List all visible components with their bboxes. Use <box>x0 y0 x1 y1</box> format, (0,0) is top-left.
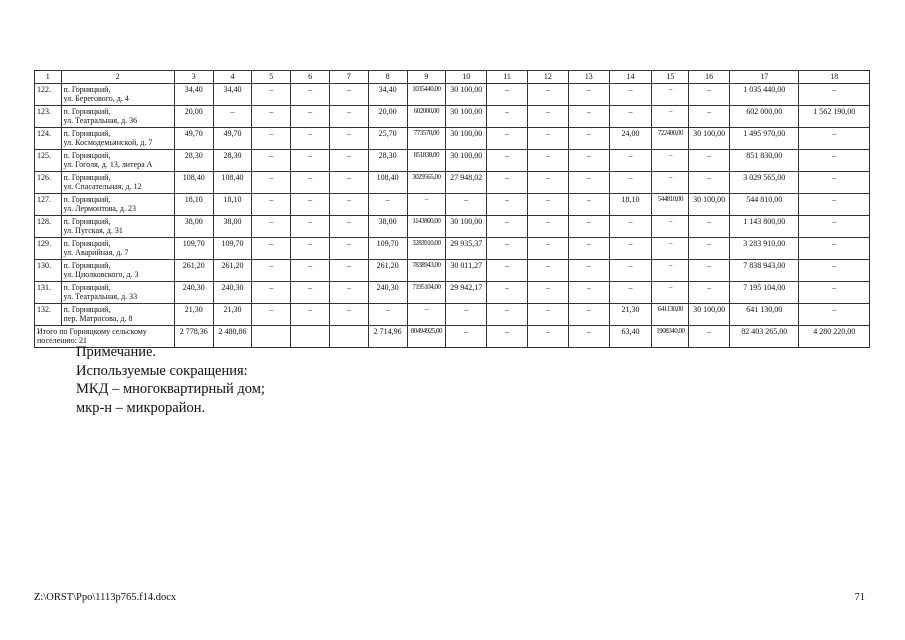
total-value-cell: 2 714,96 <box>368 325 407 347</box>
value-cell: – <box>252 171 291 193</box>
value-cell: – <box>329 215 368 237</box>
address-line: ул. Театральная, д. 36 <box>63 116 138 125</box>
value-cell: – <box>368 193 407 215</box>
value-cell: – <box>799 193 870 215</box>
table-row <box>35 83 870 105</box>
total-label-line: поселению: 21 <box>37 336 87 345</box>
table-row <box>35 127 870 149</box>
value-cell: 30 100,00 <box>446 105 487 127</box>
table-row <box>35 237 870 259</box>
value-cell: – <box>329 127 368 149</box>
column-number: 12 <box>527 71 568 84</box>
column-number: 1 <box>35 71 62 84</box>
address-cell <box>61 127 174 149</box>
address-cell <box>61 193 174 215</box>
value-cell: 261,20 <box>368 259 407 281</box>
value-cell: – <box>329 237 368 259</box>
value-cell: 1 143 800,00 <box>730 215 799 237</box>
value-cell: – <box>799 83 870 105</box>
address-line: п. Горняцкий, <box>63 84 111 94</box>
value-cell: – <box>329 171 368 193</box>
value-cell: – <box>799 281 870 303</box>
column-number: 3 <box>174 71 213 84</box>
value-cell: – <box>652 259 689 281</box>
value-cell: 544 810,00 <box>730 193 799 215</box>
value-cell: – <box>568 193 609 215</box>
value-cell: 1035440,00 <box>407 83 446 105</box>
value-cell: 38,00 <box>174 215 213 237</box>
column-number: 2 <box>61 71 174 84</box>
address-line: пер. Матросова, д. 8 <box>63 314 133 323</box>
value-cell: 261,20 <box>174 259 213 281</box>
value-cell: 28,30 <box>213 149 252 171</box>
value-cell: – <box>609 237 652 259</box>
value-cell: 1143800,00 <box>407 215 446 237</box>
value-cell: 29 935,37 <box>446 237 487 259</box>
value-cell: 30 100,00 <box>689 193 730 215</box>
value-cell: – <box>291 281 330 303</box>
address-line: п. Горняцкий, <box>63 216 111 226</box>
column-number: 7 <box>329 71 368 84</box>
value-cell: 722400,00 <box>652 127 689 149</box>
value-cell: – <box>527 171 568 193</box>
value-cell: – <box>609 83 652 105</box>
note-line: мкр-н – микрорайон. <box>76 399 206 416</box>
table-row <box>35 105 870 127</box>
address-line: ул. Циолковского, д. 3 <box>63 270 139 279</box>
row-number: 125. <box>35 149 62 171</box>
value-cell: – <box>568 237 609 259</box>
value-cell: – <box>487 193 528 215</box>
value-cell: 240,30 <box>368 281 407 303</box>
value-cell: – <box>252 237 291 259</box>
address-cell <box>61 303 174 325</box>
total-value-cell: 2 778,36 <box>174 325 213 347</box>
value-cell: – <box>252 259 291 281</box>
value-cell: – <box>487 215 528 237</box>
address-line: п. Горняцкий, <box>63 150 111 160</box>
table-row <box>35 303 870 325</box>
value-cell: – <box>291 105 330 127</box>
value-cell: – <box>407 303 446 325</box>
address-line: ул. Лермонтова, д. 23 <box>63 204 136 213</box>
total-value-cell <box>291 325 330 347</box>
value-cell: 1 495 970,00 <box>730 127 799 149</box>
table-row <box>35 171 870 193</box>
value-cell: 109,70 <box>174 237 213 259</box>
value-cell: 38,00 <box>213 215 252 237</box>
value-cell: – <box>291 259 330 281</box>
value-cell: – <box>652 171 689 193</box>
value-cell: 240,30 <box>213 281 252 303</box>
value-cell: – <box>609 281 652 303</box>
value-cell: – <box>487 149 528 171</box>
value-cell: – <box>252 149 291 171</box>
value-cell: – <box>689 259 730 281</box>
value-cell: – <box>291 303 330 325</box>
value-cell: – <box>689 83 730 105</box>
page-number: 71 <box>854 592 865 603</box>
value-cell: 38,00 <box>368 215 407 237</box>
value-cell: 34,40 <box>368 83 407 105</box>
value-cell: – <box>799 237 870 259</box>
value-cell: 3283910,00 <box>407 237 446 259</box>
value-cell: – <box>329 193 368 215</box>
value-cell: 18,10 <box>174 193 213 215</box>
value-cell: – <box>329 105 368 127</box>
total-value-cell: – <box>568 325 609 347</box>
column-number: 14 <box>609 71 652 84</box>
value-cell: 24,00 <box>609 127 652 149</box>
value-cell: 3 029 565,00 <box>730 171 799 193</box>
address-line: ул. Аварийная, д. 7 <box>63 248 129 257</box>
value-cell: 7 838 943,00 <box>730 259 799 281</box>
row-number: 132. <box>35 303 62 325</box>
row-number: 127. <box>35 193 62 215</box>
table-row <box>35 281 870 303</box>
note-block <box>76 343 265 417</box>
value-cell: – <box>527 127 568 149</box>
value-cell: 20,00 <box>368 105 407 127</box>
total-value-cell: – <box>689 325 730 347</box>
value-cell: – <box>799 303 870 325</box>
value-cell: – <box>252 193 291 215</box>
value-cell: – <box>329 281 368 303</box>
address-line: п. Горняцкий, <box>63 172 111 182</box>
value-cell: 49,70 <box>174 127 213 149</box>
value-cell: – <box>527 237 568 259</box>
value-cell: 29 942,17 <box>446 281 487 303</box>
data-table <box>34 70 870 348</box>
value-cell: – <box>446 193 487 215</box>
value-cell: 28,30 <box>174 149 213 171</box>
value-cell: – <box>291 149 330 171</box>
value-cell: 641130,00 <box>652 303 689 325</box>
value-cell: – <box>652 149 689 171</box>
value-cell: – <box>568 105 609 127</box>
total-value-cell: 2 480,86 <box>213 325 252 347</box>
value-cell: – <box>689 237 730 259</box>
value-cell: – <box>652 281 689 303</box>
value-cell: 3029565,00 <box>407 171 446 193</box>
value-cell: – <box>527 83 568 105</box>
address-line: ул. Космодемьянской, д. 7 <box>63 138 153 147</box>
value-cell: – <box>689 105 730 127</box>
address-line: ул. Спасательная, д. 12 <box>63 182 142 191</box>
value-cell: 3 283 910,00 <box>730 237 799 259</box>
value-cell: – <box>609 259 652 281</box>
value-cell: – <box>799 215 870 237</box>
value-cell: 30 100,00 <box>446 83 487 105</box>
value-cell: – <box>487 171 528 193</box>
address-cell <box>61 215 174 237</box>
value-cell: – <box>568 303 609 325</box>
file-path: Z:\ORST\Ppo\1113p765.f14.docx <box>34 592 177 603</box>
value-cell: 27 948,02 <box>446 171 487 193</box>
address-cell <box>61 149 174 171</box>
address-cell <box>61 171 174 193</box>
value-cell: – <box>252 281 291 303</box>
total-value-cell: – <box>487 325 528 347</box>
value-cell: – <box>527 259 568 281</box>
value-cell: – <box>291 83 330 105</box>
value-cell: – <box>689 149 730 171</box>
value-cell: 21,30 <box>609 303 652 325</box>
table-row <box>35 193 870 215</box>
value-cell: – <box>799 127 870 149</box>
address-line: п. Горняцкий, <box>63 106 111 116</box>
column-number: 18 <box>799 71 870 84</box>
table-header-row <box>35 71 870 84</box>
value-cell: – <box>252 83 291 105</box>
value-cell: 109,70 <box>213 237 252 259</box>
value-cell: 30 100,00 <box>446 127 487 149</box>
total-value-cell: 63,40 <box>609 325 652 347</box>
value-cell: – <box>689 281 730 303</box>
value-cell: – <box>291 171 330 193</box>
column-number: 17 <box>730 71 799 84</box>
address-line: ул. Театральная, д. 33 <box>63 292 138 301</box>
value-cell: – <box>291 127 330 149</box>
value-cell: – <box>652 83 689 105</box>
value-cell: – <box>527 215 568 237</box>
column-number: 9 <box>407 71 446 84</box>
total-label-line: Итого по Горняцкому сельскому <box>37 326 147 336</box>
value-cell: – <box>291 215 330 237</box>
value-cell: – <box>689 171 730 193</box>
value-cell: – <box>799 259 870 281</box>
value-cell: – <box>527 105 568 127</box>
value-cell: – <box>487 105 528 127</box>
value-cell: – <box>568 259 609 281</box>
total-value-cell <box>329 325 368 347</box>
value-cell: – <box>689 215 730 237</box>
address-cell <box>61 281 174 303</box>
value-cell: – <box>291 193 330 215</box>
value-cell: 773570,00 <box>407 127 446 149</box>
value-cell: 30 011,27 <box>446 259 487 281</box>
value-cell: 7195104,00 <box>407 281 446 303</box>
value-cell: 30 100,00 <box>689 303 730 325</box>
total-value-cell: – <box>446 325 487 347</box>
value-cell: 30 100,00 <box>446 149 487 171</box>
value-cell: – <box>527 193 568 215</box>
value-cell: 602000,00 <box>407 105 446 127</box>
column-number: 5 <box>252 71 291 84</box>
address-line: п. Горняцкий, <box>63 194 111 204</box>
row-number: 131. <box>35 281 62 303</box>
column-number: 10 <box>446 71 487 84</box>
value-cell: – <box>252 127 291 149</box>
value-cell: – <box>568 83 609 105</box>
address-line: п. Горняцкий, <box>63 128 111 138</box>
total-value-cell: 80494925,00 <box>407 325 446 347</box>
value-cell: – <box>487 127 528 149</box>
value-cell: 30 100,00 <box>446 215 487 237</box>
value-cell: 641 130,00 <box>730 303 799 325</box>
table-row <box>35 149 870 171</box>
total-value-cell: – <box>527 325 568 347</box>
value-cell: – <box>252 215 291 237</box>
value-cell: – <box>799 149 870 171</box>
value-cell: – <box>487 237 528 259</box>
row-number: 122. <box>35 83 62 105</box>
address-line: ул. Пугская, д. 31 <box>63 226 123 235</box>
value-cell: – <box>568 149 609 171</box>
column-number: 13 <box>568 71 609 84</box>
value-cell: – <box>446 303 487 325</box>
address-line: ул. Гоголя, д. 13, литера А <box>63 160 153 169</box>
value-cell: – <box>368 303 407 325</box>
value-cell: 108,40 <box>174 171 213 193</box>
address-line: ул. Берегового, д. 4 <box>63 94 129 103</box>
value-cell: – <box>527 149 568 171</box>
value-cell: – <box>609 149 652 171</box>
value-cell: – <box>252 105 291 127</box>
value-cell: 7838943,00 <box>407 259 446 281</box>
value-cell: – <box>329 259 368 281</box>
address-line: п. Горняцкий, <box>63 282 111 292</box>
value-cell: 34,40 <box>213 83 252 105</box>
row-number: 128. <box>35 215 62 237</box>
value-cell: 1 035 440,00 <box>730 83 799 105</box>
value-cell: 109,70 <box>368 237 407 259</box>
value-cell: – <box>568 127 609 149</box>
row-number: 129. <box>35 237 62 259</box>
value-cell: 28,30 <box>368 149 407 171</box>
value-cell: – <box>609 105 652 127</box>
address-line: п. Горняцкий, <box>63 238 111 248</box>
column-number: 11 <box>487 71 528 84</box>
note-line: МКД – многоквартирный дом; <box>76 381 265 397</box>
value-cell: – <box>487 281 528 303</box>
row-number: 124. <box>35 127 62 149</box>
value-cell: 18,10 <box>213 193 252 215</box>
value-cell: – <box>568 171 609 193</box>
row-number: 126. <box>35 171 62 193</box>
value-cell: 49,70 <box>213 127 252 149</box>
value-cell: 261,20 <box>213 259 252 281</box>
value-cell: – <box>213 105 252 127</box>
column-number: 8 <box>368 71 407 84</box>
value-cell: 602 000,00 <box>730 105 799 127</box>
column-number: 15 <box>652 71 689 84</box>
value-cell: – <box>329 83 368 105</box>
address-cell <box>61 105 174 127</box>
value-cell: – <box>487 303 528 325</box>
note-line: Используемые сокращения: <box>76 362 248 379</box>
row-number: 130. <box>35 259 62 281</box>
value-cell: – <box>527 281 568 303</box>
value-cell: – <box>568 281 609 303</box>
value-cell: – <box>652 215 689 237</box>
value-cell: – <box>568 215 609 237</box>
value-cell: 544810,00 <box>652 193 689 215</box>
value-cell: 34,40 <box>174 83 213 105</box>
value-cell: 240,30 <box>174 281 213 303</box>
value-cell: 7 195 104,00 <box>730 281 799 303</box>
value-cell: – <box>799 171 870 193</box>
value-cell: 21,30 <box>174 303 213 325</box>
value-cell: – <box>329 149 368 171</box>
value-cell: – <box>487 83 528 105</box>
address-cell <box>61 259 174 281</box>
value-cell: – <box>652 237 689 259</box>
address-line: п. Горняцкий, <box>63 304 111 314</box>
value-cell: 1 562 190,00 <box>799 105 870 127</box>
value-cell: – <box>329 303 368 325</box>
value-cell: 25,70 <box>368 127 407 149</box>
value-cell: 21,30 <box>213 303 252 325</box>
table-row <box>35 215 870 237</box>
value-cell: 108,40 <box>368 171 407 193</box>
value-cell: – <box>652 105 689 127</box>
total-value-cell: 1908340,00 <box>652 325 689 347</box>
value-cell: – <box>407 193 446 215</box>
column-number: 6 <box>291 71 330 84</box>
value-cell: – <box>291 237 330 259</box>
address-cell <box>61 83 174 105</box>
value-cell: 108,40 <box>213 171 252 193</box>
value-cell: – <box>609 171 652 193</box>
total-value-cell: 4 280 220,00 <box>799 325 870 347</box>
value-cell: 851 830,00 <box>730 149 799 171</box>
table-row <box>35 259 870 281</box>
value-cell: – <box>609 215 652 237</box>
address-cell <box>61 237 174 259</box>
note-title: Примечание. <box>76 344 157 360</box>
value-cell: – <box>527 303 568 325</box>
value-cell: – <box>252 303 291 325</box>
value-cell: 18,10 <box>609 193 652 215</box>
column-number: 4 <box>213 71 252 84</box>
value-cell: 30 100,00 <box>689 127 730 149</box>
row-number: 123. <box>35 105 62 127</box>
value-cell: – <box>487 259 528 281</box>
address-line: п. Горняцкий, <box>63 260 111 270</box>
column-number: 16 <box>689 71 730 84</box>
total-value-cell: 82 403 265,00 <box>730 325 799 347</box>
value-cell: 20,00 <box>174 105 213 127</box>
value-cell: 851830,00 <box>407 149 446 171</box>
